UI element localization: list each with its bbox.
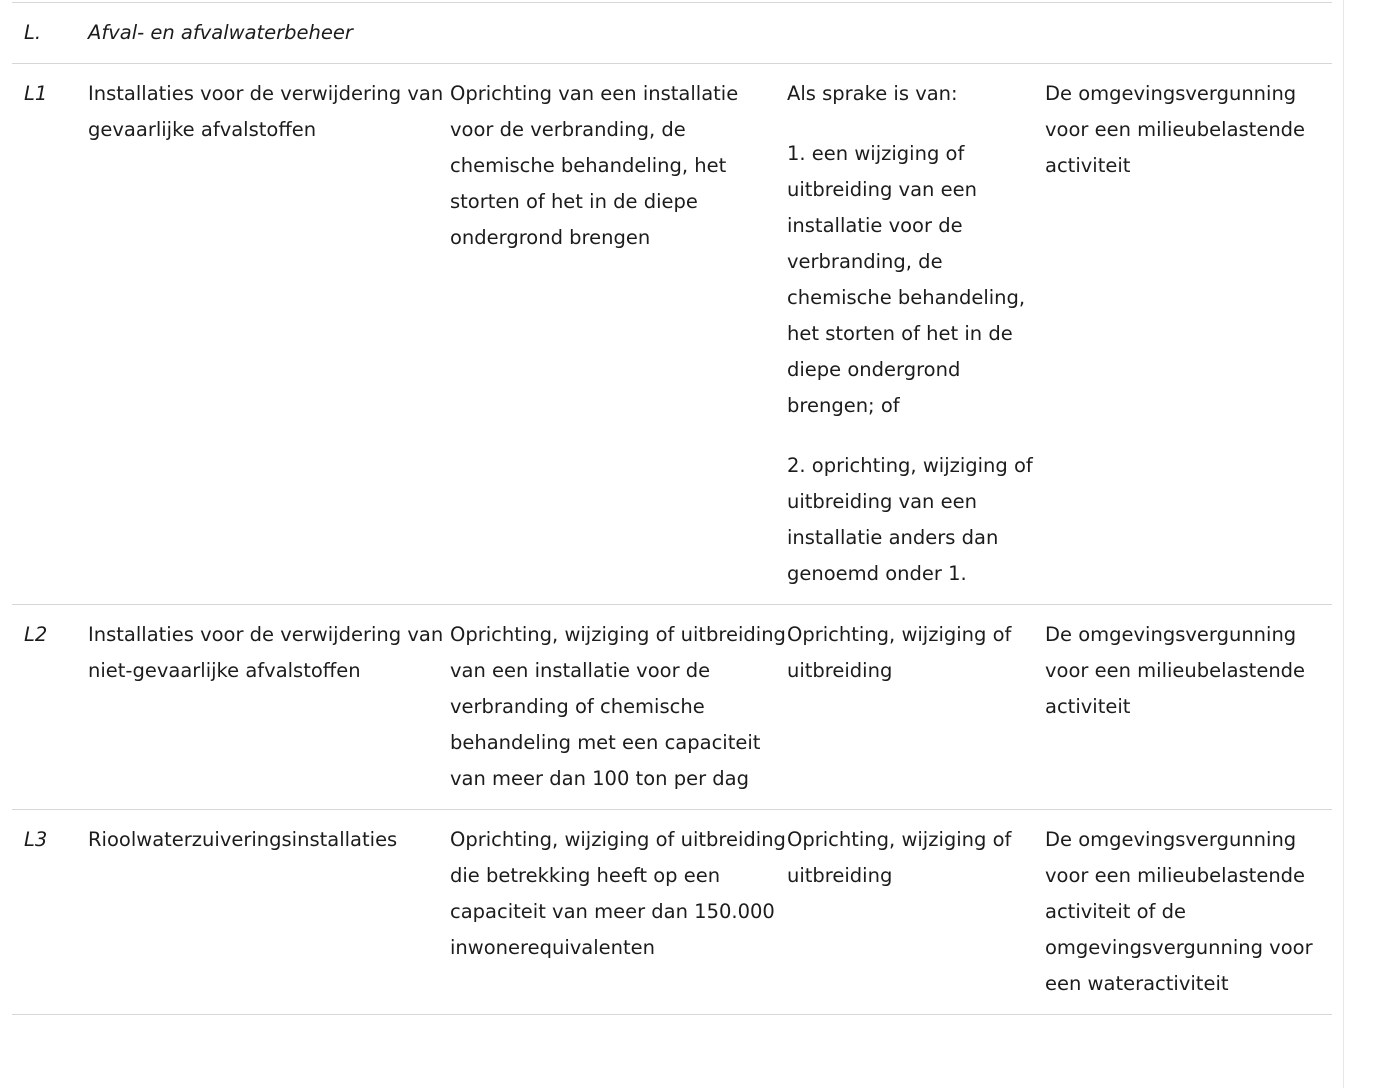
decision-cell	[1045, 605, 1332, 810]
section-header-row	[12, 3, 1332, 64]
row-code: L1	[24, 82, 48, 105]
cases-intro: Als sprake is van:	[787, 82, 958, 105]
cases-cell	[787, 605, 1045, 810]
cases-text: Oprichting, wijziging of uitbreiding	[787, 623, 1012, 682]
cases-item-2: 2. oprichting, wijziging of uitbreiding van een installatie anders dan genoemd onder 1.	[787, 454, 1033, 585]
section-code-cell	[12, 3, 88, 64]
decision-text: De omgevingsvergunning voor een milieubelastende activiteit	[1045, 623, 1306, 718]
section-code: L.	[24, 21, 42, 44]
section-title-cell	[88, 3, 1332, 64]
row-code-cell	[12, 64, 88, 605]
activity-text: Installaties voor de verwijdering van niet-gevaarlijke afvalstoffen	[88, 623, 444, 682]
row-code-cell	[12, 605, 88, 810]
project-text: Oprichting, wijziging of uitbreiding die betrekking heeft op een capaciteit van meer dan 150.000 inwonerequivalenten	[450, 828, 786, 959]
decision-cell	[1045, 64, 1332, 605]
cases-text: Oprichting, wijziging of uitbreiding	[787, 828, 1012, 887]
cases-item-1: 1. een wijziging of uitbreiding van een installatie voor de verbranding, de chemische behandeling, het storten of het in de diepe ondergrond brengen; of	[787, 142, 1026, 417]
activity-cell	[88, 64, 450, 605]
cases-cell	[787, 64, 1045, 605]
activity-cell	[88, 605, 450, 810]
decision-text: De omgevingsvergunning voor een milieubelastende activiteit of de omgevingsvergunning voor een wateractiviteit	[1045, 828, 1313, 995]
row-code: L2	[24, 623, 48, 646]
project-text: Oprichting van een installatie voor de verbranding, de chemische behandeling, het storten of het in de diepe ondergrond brengen	[450, 82, 739, 249]
row-code: L3	[24, 828, 48, 851]
activity-table	[12, 2, 1332, 1015]
decision-cell	[1045, 810, 1332, 1015]
project-cell	[450, 605, 787, 810]
project-cell	[450, 810, 787, 1015]
activity-text: Rioolwaterzuiveringsinstallaties	[88, 828, 398, 851]
project-cell	[450, 64, 787, 605]
row-code-cell	[12, 810, 88, 1015]
section-title: Afval- en afvalwaterbeheer	[88, 21, 353, 44]
document-content	[12, 2, 1332, 1015]
activity-text: Installaties voor de verwijdering van gevaarlijke afvalstoffen	[88, 82, 444, 141]
cases-cell	[787, 810, 1045, 1015]
activity-cell	[88, 810, 450, 1015]
project-text: Oprichting, wijziging of uitbreiding van een installatie voor de verbranding of chemische behandeling met een capaciteit van meer dan 100 ton per dag	[450, 623, 786, 790]
decision-text: De omgevingsvergunning voor een milieubelastende activiteit	[1045, 82, 1306, 177]
scrollbar-track[interactable]	[1343, 0, 1392, 1088]
table-row	[12, 605, 1332, 810]
table-row	[12, 810, 1332, 1015]
table-row	[12, 64, 1332, 605]
